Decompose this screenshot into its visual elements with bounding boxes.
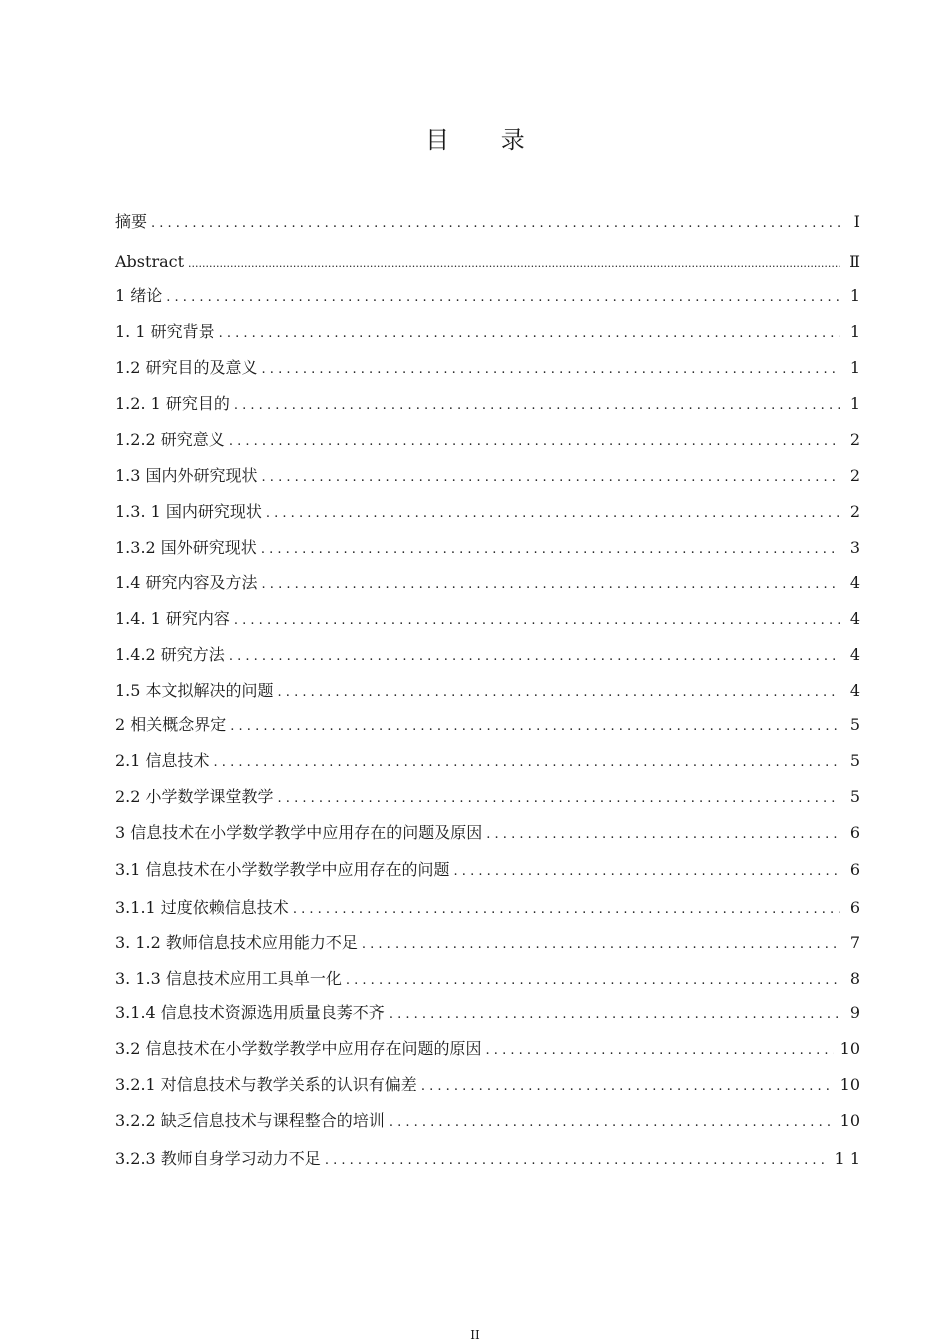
toc-leader-dots [188, 252, 840, 274]
toc-leader-dots [293, 898, 840, 920]
toc-leader-dots [230, 715, 840, 737]
toc-entry-label: 1.4.2 研究方法 [115, 645, 225, 664]
toc-entry-label: 1.2 研究目的及意义 [115, 358, 258, 377]
toc-leader-dots [346, 969, 840, 991]
toc-entry[interactable] [115, 860, 860, 882]
toc-entry[interactable] [115, 466, 860, 488]
toc-entry-page: 4 [849, 609, 860, 628]
toc-entry-label: 1.2. 1 研究目的 [115, 394, 230, 413]
toc-entry[interactable] [115, 933, 860, 955]
toc-entry-label: 3.2.3 教师自身学习动力不足 [115, 1149, 321, 1168]
toc-entry-page: Ⅰ [853, 212, 860, 231]
toc-leader-dots [486, 1039, 834, 1061]
toc-entry[interactable] [115, 787, 860, 809]
toc-entry-label: 3.1 信息技术在小学数学教学中应用存在的问题 [115, 860, 450, 879]
toc-entry-page: 10 [839, 1075, 860, 1094]
toc-entry[interactable] [115, 573, 860, 595]
toc-entry-label: 3.1.4 信息技术资源选用质量良莠不齐 [115, 1003, 385, 1022]
toc-leader-dots [262, 466, 840, 488]
toc-entry-page: 10 [839, 1039, 860, 1058]
toc-entry-label: 1.3. 1 国内研究现状 [115, 502, 262, 521]
toc-entry-page: 10 [839, 1111, 860, 1130]
toc-leader-dots [278, 681, 840, 703]
toc-entry[interactable] [115, 394, 860, 416]
toc-entry-page: 1 [849, 322, 860, 341]
toc-entry[interactable] [115, 645, 860, 667]
toc-entry[interactable] [115, 609, 860, 631]
toc-entry-label: 3.2 信息技术在小学数学教学中应用存在问题的原因 [115, 1039, 482, 1058]
toc-entry-label: 3 信息技术在小学数学教学中应用存在的问题及原因 [115, 823, 483, 842]
toc-entry-page: 5 [849, 787, 860, 806]
toc-entry-page: 6 [849, 860, 860, 879]
toc-entry[interactable] [115, 1149, 860, 1171]
toc-leader-dots [229, 430, 840, 452]
toc-entry-label: 摘要 [115, 212, 148, 231]
toc-leader-dots [229, 645, 840, 667]
toc-entry-page: 2 [849, 430, 860, 449]
toc-entry-page: 6 [849, 898, 860, 917]
toc-entry-label: 2.2 小学数学课堂教学 [115, 787, 274, 806]
toc-entry-page: 1 1 [834, 1149, 860, 1168]
toc-leader-dots [325, 1149, 829, 1171]
toc-entry-label: 1 绪论 [115, 286, 163, 305]
toc-entry-page: 4 [849, 645, 860, 664]
toc-leader-dots [219, 322, 840, 344]
toc-leader-dots [234, 394, 840, 416]
toc-leader-dots [421, 1075, 834, 1097]
toc-entry[interactable] [115, 898, 860, 920]
toc-leader-dots [261, 538, 840, 560]
toc-entry[interactable] [115, 1039, 860, 1061]
toc-entry[interactable] [115, 358, 860, 380]
toc-entry[interactable] [115, 1111, 860, 1133]
toc-leader-dots [262, 573, 840, 595]
toc-entry-page: 7 [849, 933, 860, 952]
toc-leader-dots [389, 1111, 834, 1133]
toc-entry-page: 5 [849, 751, 860, 770]
toc-entry-page: 1 [849, 394, 860, 413]
toc-entry-page: 6 [849, 823, 860, 842]
toc-leader-dots [266, 502, 840, 524]
toc-entry-page: 2 [849, 502, 860, 521]
toc-entry[interactable] [115, 286, 860, 308]
page-title: 目 录 [425, 126, 547, 154]
toc-entry[interactable] [115, 823, 860, 845]
toc-entry[interactable] [115, 969, 860, 991]
toc-entry-label: Abstract [115, 252, 185, 271]
toc-entry-page: 9 [849, 1003, 860, 1022]
toc-entry-page: 1 [849, 358, 860, 377]
toc-entry[interactable] [115, 681, 860, 703]
toc-entry-label: 1.3 国内外研究现状 [115, 466, 258, 485]
toc-entry-label: 3. 1.2 教师信息技术应用能力不足 [115, 933, 358, 952]
toc-entry-label: 1.2.2 研究意义 [115, 430, 225, 449]
toc-entry[interactable] [115, 430, 860, 452]
toc-entry[interactable] [115, 751, 860, 773]
toc-entry-label: 3. 1.3 信息技术应用工具单一化 [115, 969, 342, 988]
toc-entry[interactable] [115, 715, 860, 737]
toc-entry-page: 2 [849, 466, 860, 485]
toc-entry[interactable] [115, 502, 860, 524]
toc-entry-label: 3.1.1 过度依赖信息技术 [115, 898, 289, 917]
toc-entry-page: Ⅱ [849, 252, 860, 271]
toc-entry-label: 1.4 研究内容及方法 [115, 573, 258, 592]
toc-entry[interactable] [115, 1075, 860, 1097]
toc-entry[interactable] [115, 322, 860, 344]
toc-leader-dots [214, 751, 840, 773]
toc-entry[interactable] [115, 212, 860, 234]
toc-entry-label: 2 相关概念界定 [115, 715, 227, 734]
toc-entry-label: 1.5 本文拟解决的问题 [115, 681, 274, 700]
toc-leader-dots [151, 212, 840, 234]
toc-leader-dots [278, 787, 840, 809]
toc-leader-dots [486, 823, 840, 845]
toc-entry[interactable] [115, 1003, 860, 1025]
page-number: II [470, 1328, 480, 1342]
toc-leader-dots [389, 1003, 840, 1025]
toc-leader-dots [262, 358, 840, 380]
toc-entry[interactable] [115, 538, 860, 560]
toc-leader-dots [362, 933, 840, 955]
toc-entry-label: 3.2.1 对信息技术与教学关系的认识有偏差 [115, 1075, 417, 1094]
toc-leader-dots [234, 609, 840, 631]
toc-entry-page: 1 [849, 286, 860, 305]
toc-entry-label: 3.2.2 缺乏信息技术与课程整合的培训 [115, 1111, 385, 1130]
toc-entry-label: 2.1 信息技术 [115, 751, 210, 770]
toc-entry-page: 8 [849, 969, 860, 988]
toc-entry-label: 1.4. 1 研究内容 [115, 609, 230, 628]
toc-entry[interactable] [115, 252, 860, 274]
toc-leader-dots [454, 860, 840, 882]
toc-entry-page: 5 [849, 715, 860, 734]
toc-entry-label: 1.3.2 国外研究现状 [115, 538, 257, 557]
toc-entry-page: 4 [849, 681, 860, 700]
toc-entry-page: 3 [849, 538, 860, 557]
toc-entry-label: 1. 1 研究背景 [115, 322, 215, 341]
toc-entry-page: 4 [849, 573, 860, 592]
toc-leader-dots [166, 286, 840, 308]
